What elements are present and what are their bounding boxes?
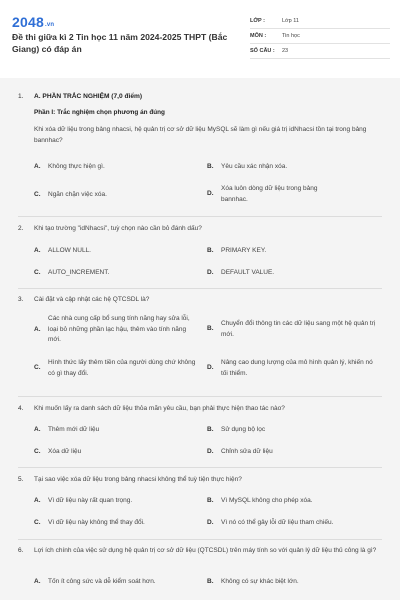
option-letter: A. — [34, 497, 41, 504]
question — [18, 545, 380, 585]
meta-value: Tin học — [282, 33, 300, 39]
divider — [18, 288, 382, 289]
meta-table — [250, 14, 390, 59]
option-c[interactable] — [34, 268, 188, 279]
option-letter: B. — [207, 497, 214, 504]
option-b[interactable] — [207, 496, 381, 507]
section-number: 1. — [18, 93, 24, 100]
option-c[interactable] — [34, 358, 198, 379]
question-text: Lợi ích chính của việc sử dụng hệ quản trị cơ sở dữ liệu (QTCSDL) trên máy tính so với quản lý dữ liệu thủ công là gì? — [34, 547, 377, 554]
option-letter: B. — [207, 426, 214, 433]
divider — [18, 396, 382, 397]
question-number: 2. — [18, 225, 24, 232]
option-letter: A. — [34, 163, 41, 170]
page-title: Đề thi giữa kì 2 Tin học 11 năm 2024-2025 THPT (Bắc Giang) có đáp án — [12, 32, 228, 54]
question-text: Khi muốn lấy ra danh sách dữ liệu thỏa mãn yêu cầu, bạn phải thực hiện thao tác nào? — [34, 405, 285, 412]
option-c[interactable] — [34, 190, 188, 201]
question — [18, 124, 380, 203]
question-number: 3. — [18, 296, 24, 303]
option-a[interactable] — [34, 246, 188, 257]
question-text: Tại sao việc xóa dữ liệu trong bảng nhacsi không thể tuỳ tiện thực hiện? — [34, 476, 242, 483]
option-d[interactable] — [207, 358, 376, 379]
option-letter: B. — [207, 325, 214, 333]
option-a[interactable] — [34, 162, 188, 173]
logo-text: 2048 — [12, 14, 44, 30]
option-d[interactable] — [207, 447, 361, 458]
option-text: Thêm mới dữ liệu — [48, 426, 100, 433]
question-number — [18, 124, 34, 146]
question — [18, 403, 380, 455]
option-text: Vì dữ liệu này không thể thay đổi. — [48, 519, 145, 526]
question-number: 6. — [18, 547, 24, 554]
option-letter: D. — [207, 269, 214, 276]
option-letter: A. — [34, 247, 41, 254]
option-a[interactable] — [34, 496, 188, 507]
option-b[interactable] — [207, 162, 361, 173]
question-list — [0, 78, 400, 600]
option-text: ALLOW NULL. — [48, 247, 91, 254]
meta-row-subject — [250, 29, 390, 44]
question-number: 4. — [18, 405, 24, 412]
option-letter: D. — [207, 448, 214, 455]
option-d[interactable] — [207, 184, 341, 205]
option-letter: C. — [34, 519, 41, 526]
option-letter: D. — [207, 519, 214, 526]
option-text: Hình thức lấy thêm tiền của người dùng chứ không có gì thay đổi. — [48, 359, 196, 377]
logo-suffix: .vn — [44, 22, 55, 28]
section-heading — [18, 93, 142, 100]
option-text: PRIMARY KEY. — [221, 247, 267, 254]
option-a[interactable] — [34, 577, 203, 588]
divider — [18, 539, 382, 540]
option-letter: B. — [207, 578, 214, 585]
option-text: Chuyển đổi thông tin các dữ liệu sang một hệ quản trị mới. — [221, 320, 376, 338]
option-text: Không có sự khác biệt lớn. — [221, 578, 299, 585]
option-text: Yêu cầu xác nhận xóa. — [221, 163, 288, 170]
section-title: A. PHẦN TRẮC NGHIỆM (7,0 điểm) — [34, 93, 143, 100]
option-text: AUTO_INCREMENT. — [48, 269, 110, 276]
question — [18, 294, 380, 377]
option-b[interactable] — [207, 319, 376, 340]
site-logo[interactable] — [12, 14, 54, 30]
option-b[interactable] — [207, 246, 361, 257]
option-text: Vì MySQL không cho phép xóa. — [221, 497, 313, 504]
meta-value: Lớp 11 — [282, 18, 299, 24]
option-text: Nâng cao dung lượng của mô hình quản lý, khiến nó tối thiểm. — [221, 359, 373, 377]
option-a[interactable] — [34, 425, 188, 436]
question — [18, 474, 380, 526]
option-b[interactable] — [207, 425, 361, 436]
option-a[interactable] — [34, 314, 198, 346]
question-number: 5. — [18, 476, 24, 483]
option-text: Chỉnh sửa dữ liệu — [221, 448, 273, 455]
option-text: Vì dữ liệu này rất quan trọng. — [48, 497, 133, 504]
option-text: Các nhà cung cấp bổ sung tính năng hay sửa lỗi, loại bỏ những phần lạc hậu, thêm vào tính năng mới. — [48, 315, 190, 343]
option-text: Không thực hiện gì. — [48, 163, 105, 170]
option-letter: C. — [34, 364, 41, 372]
meta-value: 23 — [282, 48, 289, 54]
option-b[interactable] — [207, 577, 361, 588]
question-text: Khi xóa dữ liệu trong bảng nhacsi, hệ quản trị cơ sở dữ liệu MySQL sẽ làm gì nếu giá trị idNhacsi tồn tại trong bảng bannhac? — [34, 126, 367, 144]
option-letter: A. — [34, 578, 41, 585]
option-letter: A. — [34, 325, 41, 333]
meta-key: MÔN : — [250, 33, 267, 39]
option-d[interactable] — [207, 268, 361, 279]
option-letter: C. — [34, 448, 41, 455]
option-text: Ngăn chặn việc xóa. — [48, 191, 107, 198]
meta-key: LỚP : — [250, 18, 265, 24]
option-letter: A. — [34, 426, 41, 433]
option-letter: B. — [207, 163, 214, 170]
option-c[interactable] — [34, 447, 188, 458]
part-heading: Phần I: Trắc nghiệm chọn phương án đúng — [34, 109, 165, 116]
divider — [18, 216, 382, 217]
option-d[interactable] — [207, 518, 391, 529]
option-text: Xóa dữ liệu — [48, 448, 82, 455]
meta-row-count — [250, 44, 390, 59]
option-text: Tốn ít công sức và dễ kiểm soát hơn. — [48, 578, 156, 585]
question-text: Khi tạo trường "idNhacsi", tuỳ chọn nào cần bỏ đánh dấu? — [34, 225, 202, 232]
option-letter: C. — [34, 269, 41, 276]
option-letter: B. — [207, 247, 214, 254]
document-header — [0, 0, 400, 78]
option-c[interactable] — [34, 518, 188, 529]
option-letter: D. — [207, 364, 214, 372]
option-letter: C. — [34, 191, 41, 198]
meta-key: SỐ CÂU : — [250, 48, 275, 54]
divider — [18, 467, 382, 468]
option-text: Sử dụng bộ lọc — [221, 426, 266, 433]
question-text: Cài đặt và cập nhật các hệ QTCSDL là? — [34, 296, 150, 303]
question — [18, 223, 380, 276]
option-text: Vì nó có thể gây lỗi dữ liệu tham chiếu. — [221, 519, 334, 526]
option-letter: D. — [207, 190, 214, 198]
option-text: DEFAULT VALUE. — [221, 269, 275, 276]
meta-row-class — [250, 14, 390, 29]
option-text: Xóa luôn dòng dữ liệu trong bảng bannhac. — [221, 185, 318, 203]
